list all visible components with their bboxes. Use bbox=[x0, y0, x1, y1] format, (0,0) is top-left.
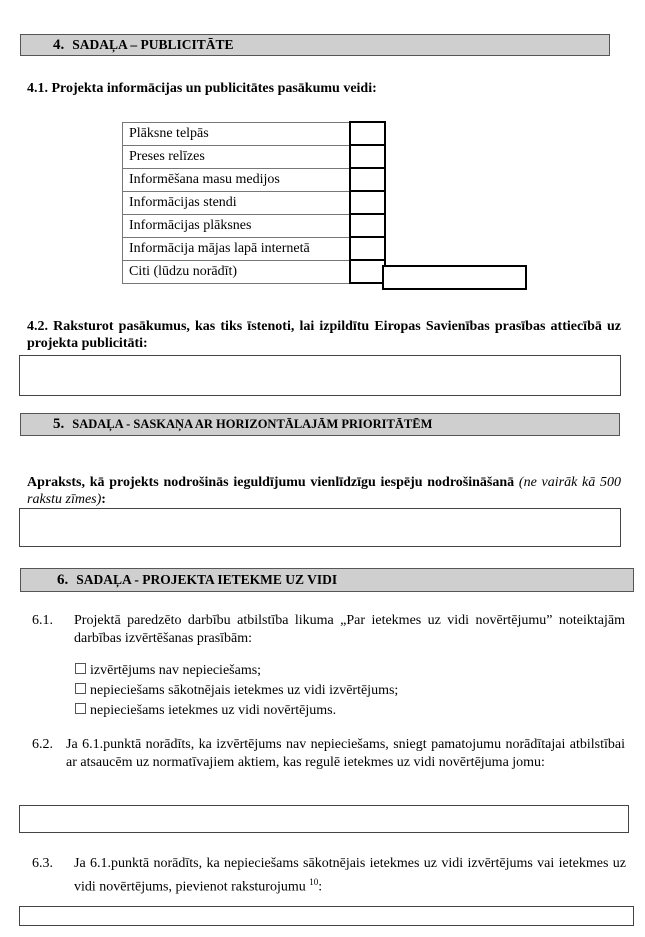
checklist-checkbox[interactable] bbox=[350, 145, 385, 168]
section-6-title: SADAĻA - PROJEKTA IETEKME UZ VIDI bbox=[76, 572, 338, 587]
checkbox-icon[interactable] bbox=[75, 663, 86, 674]
checklist-checkbox[interactable] bbox=[350, 168, 385, 191]
equal-opportunities-field[interactable] bbox=[19, 508, 621, 547]
checklist-item-label: Informācijas stendi bbox=[123, 191, 350, 214]
checklist-checkbox[interactable] bbox=[350, 191, 385, 214]
justification-field[interactable] bbox=[19, 805, 629, 833]
publicity-checklist bbox=[122, 121, 386, 284]
other-specify-field[interactable] bbox=[382, 265, 527, 290]
checklist-item-label: Preses relīzes bbox=[123, 145, 350, 168]
checklist-item-label: Informēšana masu medijos bbox=[123, 168, 350, 191]
description-colon: : bbox=[101, 492, 106, 507]
paragraph-6-1-number: 6.1. bbox=[32, 613, 53, 628]
checklist-checkbox[interactable] bbox=[350, 122, 385, 145]
option-full-assessment[interactable] bbox=[75, 702, 336, 720]
paragraph-6-3-colon: : bbox=[318, 879, 323, 895]
paragraph-6-2-text: Ja 6.1.punktā norādīts, ka izvērtējums nav nepieciešams, sniegt pamatojumu norādītajai atbilstībai ar atsaucēm uz normatīvajiem aktiem, kas regulē ietekmes uz vidi novērtējuma jomu: bbox=[66, 737, 625, 770]
section-4-title: SADAĻA – PUBLICITĀTE bbox=[72, 37, 234, 52]
option-no-assessment[interactable] bbox=[75, 662, 261, 680]
checklist-item-label: Informācijas plāksnes bbox=[123, 214, 350, 237]
footnote-reference[interactable]: 10 bbox=[309, 877, 319, 887]
section-4-header bbox=[20, 34, 610, 56]
question-4-2: 4.2. Raksturot pasākumus, kas tiks īstenoti, lai izpildītu Eiropas Savienības prasības attiecībā uz projekta publicitāti: bbox=[27, 319, 621, 351]
paragraph-6-3-number: 6.3. bbox=[32, 856, 53, 871]
section-6-header bbox=[20, 568, 634, 592]
option-label: nepieciešams sākotnējais ietekmes uz vidi izvērtējums; bbox=[90, 683, 399, 698]
description-note: (ne vairāk kā 500 rakstu zīmes) bbox=[27, 475, 621, 507]
checklist-item-label: Plāksne telpās bbox=[123, 122, 350, 145]
characteristics-field[interactable] bbox=[19, 906, 634, 926]
description-bold-text: Apraksts, kā projekts nodrošinās ieguldījumu vienlīdzīgu iespēju nodrošināšanā bbox=[27, 475, 515, 490]
section-5-header bbox=[20, 413, 620, 436]
publicity-description-field[interactable] bbox=[19, 355, 621, 396]
section-5-description bbox=[27, 474, 621, 508]
checklist-checkbox[interactable] bbox=[350, 214, 385, 237]
paragraph-6-3-body: Ja 6.1.punktā norādīts, ka nepieciešams sākotnējais ietekmes uz vidi izvērtējums vai ietekmes uz vidi novērtējums, pievienot raksturojumu bbox=[74, 856, 626, 895]
checkbox-icon[interactable] bbox=[75, 703, 86, 714]
section-6-number: 6. bbox=[57, 572, 69, 588]
paragraph-6-3-text bbox=[74, 855, 626, 897]
checklist-item-label: Citi (lūdzu norādīt) bbox=[123, 260, 350, 283]
section-5-title: SADAĻA - SASKAŅA AR HORIZONTĀLAJĀM PRIORITĀTĒM bbox=[72, 417, 433, 431]
checklist-checkbox[interactable] bbox=[350, 260, 385, 283]
section-4-number: 4. bbox=[53, 37, 65, 53]
checklist-item-label: Informācija mājas lapā internetā bbox=[123, 237, 350, 260]
option-label: nepieciešams ietekmes uz vidi novērtējums. bbox=[90, 703, 337, 718]
question-4-1: 4.1. Projekta informācijas un publicitātes pasākumu veidi: bbox=[27, 81, 377, 96]
checklist-checkbox[interactable] bbox=[350, 237, 385, 260]
paragraph-6-1-text: Projektā paredzēto darbību atbilstība likuma „Par ietekmes uz vidi novērtējumu” noteiktajām darbības izvērtēšanas prasībām: bbox=[74, 613, 625, 646]
paragraph-6-2-number: 6.2. bbox=[32, 737, 53, 752]
checkbox-icon[interactable] bbox=[75, 683, 86, 694]
option-initial-assessment[interactable] bbox=[75, 682, 398, 700]
section-5-number: 5. bbox=[53, 416, 65, 432]
option-label: izvērtējums nav nepieciešams; bbox=[90, 663, 262, 678]
